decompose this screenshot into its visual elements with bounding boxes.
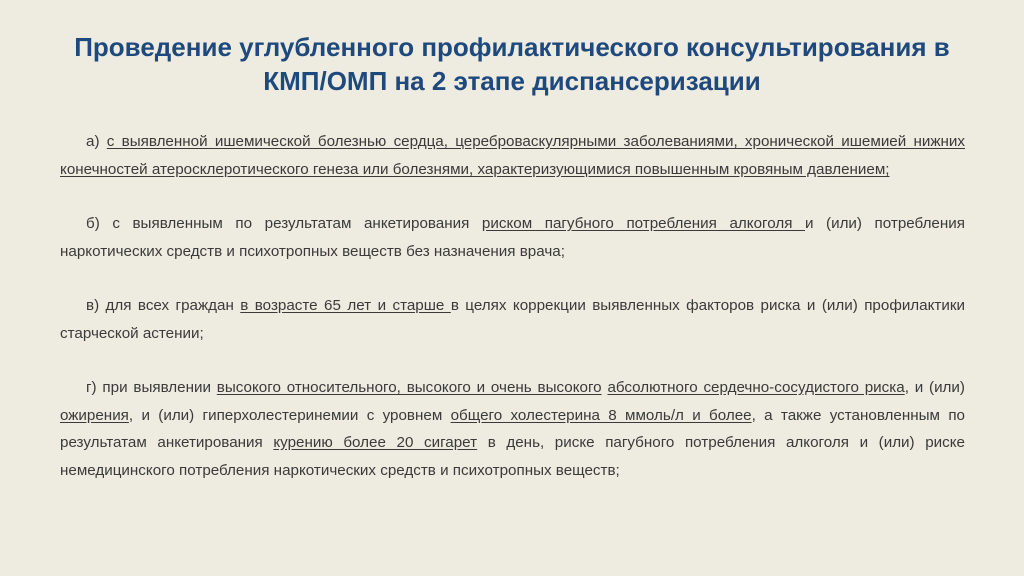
text-segment: в день, риске пагубного потребления алкоголя и (или) риске немедицинского потребления наркотических средств и психотропных веществ; [60, 434, 965, 479]
underlined-segment: общего холестерина 8 ммоль/л и более [450, 406, 752, 424]
text-segment: б) с выявленным по результатам анкетирования [86, 215, 482, 232]
text-segment: , и (или) [904, 379, 965, 396]
underlined-segment: высокого относительного, высокого и очень высокого [216, 379, 602, 396]
text-segment: , а также установленным по результатам анкетирования [60, 406, 965, 451]
paragraph-a [60, 128, 965, 183]
paragraph-d [60, 374, 965, 484]
text-segment: , и (или) гиперхолестеринемии с уровнем [128, 406, 451, 424]
underlined-segment: с выявленной ишемической болезнью сердца, цереброваскулярными заболеваниями, хронической ишемией нижних конечностей атеросклеротического генеза или болезнями, характеризующимися повышенным кровяным давлением; [60, 133, 965, 178]
paragraph-b [60, 210, 965, 265]
underlined-segment: риском пагубного потребления алкоголя [481, 215, 805, 232]
underlined-segment: абсолютного сердечно-сосудистого риска [607, 379, 905, 396]
underlined-segment: ожирения [60, 406, 129, 424]
text-segment: г) при выявлении [86, 379, 217, 396]
underlined-segment: курению более 20 сигарет [273, 434, 478, 451]
text-segment: в) для всех граждан [86, 297, 241, 314]
slide-title: Проведение углубленного профилактического консультирования в КМП/ОМП на 2 этапе диспансеризации [74, 32, 950, 96]
underlined-segment: в возрасте 65 лет и старше [240, 297, 451, 314]
text-segment: в целях коррекции выявленных факторов риска и (или) профилактики старческой астении; [60, 297, 965, 342]
text-segment: а) [86, 133, 107, 150]
slide-body [60, 128, 965, 511]
text-segment: и (или) потребления наркотических средств и психотропных веществ без назначения врача; [60, 215, 965, 260]
paragraph-c [60, 292, 965, 347]
